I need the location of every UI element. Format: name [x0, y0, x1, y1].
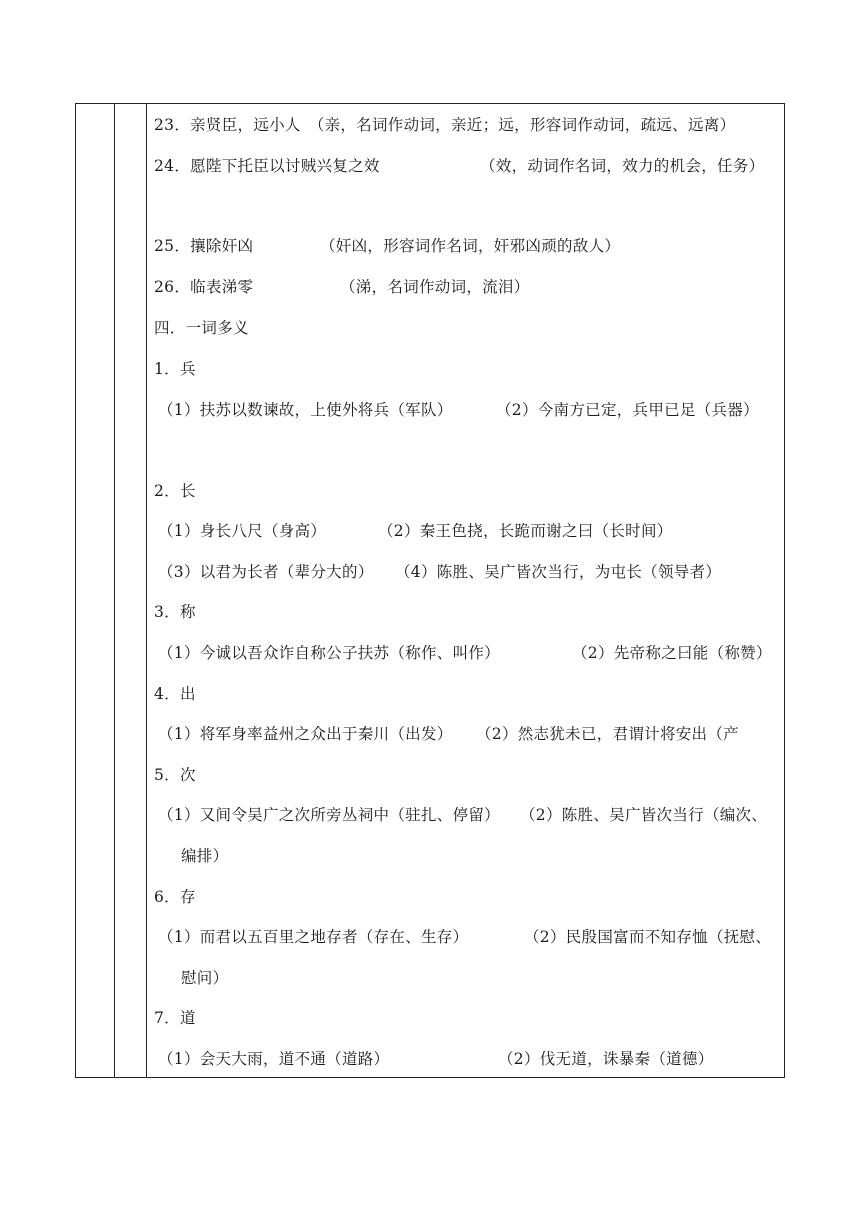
table-column-divider [146, 104, 147, 1077]
text-line: 24．愿陛下托臣以讨贼兴复之效 [154, 157, 380, 175]
text-line: （4）陈胜、吴广皆次当行，为屯长（领导者） [395, 563, 722, 581]
text-line: 25．攘除奸凶 [154, 237, 254, 255]
text-line: （2）陈胜、吴广皆次当行（编次、 [520, 806, 768, 824]
text-line: （2）今南方已定，兵甲已足（兵器） [496, 401, 759, 419]
text-line-continuation: 慰问） [181, 969, 229, 987]
text-line: （2）民殷国富而不知存恤（抚慰、 [524, 928, 772, 946]
entry-heading: 7．道 [154, 1009, 196, 1027]
entry-heading: 6．存 [154, 888, 196, 906]
text-line: （2）秦王色挠，长跪而谢之曰（长时间） [378, 522, 673, 540]
section-heading: 四．一词多义 [154, 319, 249, 337]
text-line: （1）而君以五百里之地存者（存在、生存） [158, 928, 469, 946]
text-line-continuation: 编排） [181, 847, 229, 865]
entry-heading: 1．兵 [154, 360, 196, 378]
text-line: （2）伐无道，诛暴秦（道德） [498, 1050, 714, 1068]
entry-heading: 2．长 [154, 482, 196, 500]
text-line: 23．亲贤臣，远小人 （亲，名词作动词，亲近；远，形容词作动词，疏远、远离） [154, 116, 736, 134]
entry-heading: 5．次 [154, 766, 196, 784]
text-line: （1）扶苏以数谏故，上使外将兵（军队） [158, 401, 453, 419]
entry-heading: 3．称 [154, 603, 196, 621]
text-line: （1）今诚以吾众诈自称公子扶苏（称作、叫作） [158, 644, 500, 662]
text-line-annotation: （涕，名词作动词，流泪） [340, 278, 530, 296]
text-line-annotation: （奸凶，形容词作名词，奸邪凶顽的敌人） [320, 237, 621, 255]
text-line: （1）将军身率益州之众出于秦川（出发） [158, 725, 453, 743]
entry-heading: 4．出 [154, 685, 196, 703]
text-line: （1）会天大雨，道不通（道路） [158, 1050, 390, 1068]
text-line: （2）先帝称之曰能（称赞） [572, 644, 772, 662]
table-column-divider [114, 104, 115, 1077]
text-line: 26．临表涕零 [154, 278, 254, 296]
text-line: （2）然志犹未已，君谓计将安出（产 [476, 725, 739, 743]
text-line: （1）又间令吴广之次所旁丛祠中（驻扎、停留） [158, 806, 500, 824]
text-line: （1）身长八尺（身高） [158, 522, 327, 540]
text-line: （3）以君为长者（辈分大的） [158, 563, 374, 581]
text-line-annotation: （效，动词作名词，效力的机会，任务） [480, 157, 765, 175]
